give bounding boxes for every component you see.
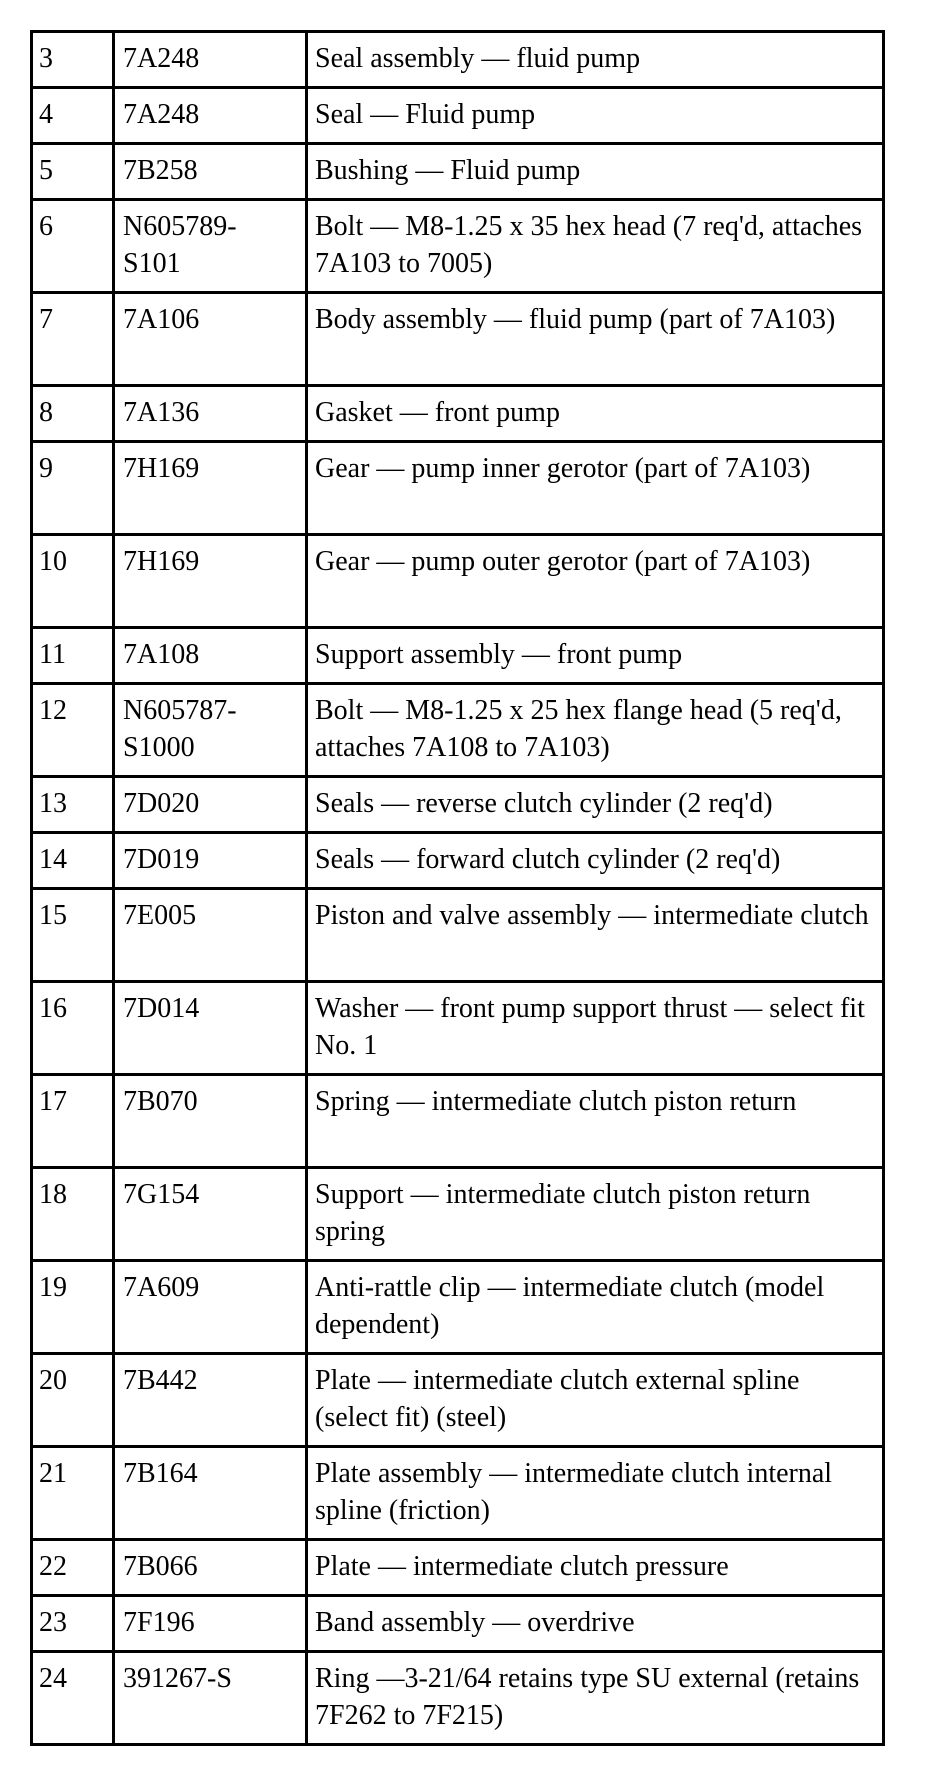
table-row [32,1261,884,1354]
item-number-cell: 10 [32,535,114,628]
description-cell: Band assembly — overdrive [307,1596,884,1652]
item-number-cell: 17 [32,1075,114,1168]
item-number-cell: 20 [32,1354,114,1447]
table-row [32,1652,884,1745]
part-number-cell: 7H169 [114,535,307,628]
description-cell: Support assembly — front pump [307,628,884,684]
item-number-cell: 21 [32,1447,114,1540]
parts-table [30,30,885,1746]
part-number-cell: 7B164 [114,1447,307,1540]
part-number-cell: N605789- S101 [114,200,307,293]
part-number-cell: 7B258 [114,144,307,200]
part-number-cell: 7A609 [114,1261,307,1354]
table-row [32,32,884,88]
part-number-cell: 7A106 [114,293,307,386]
item-number-cell: 6 [32,200,114,293]
table-row [32,88,884,144]
part-number-cell: 7H169 [114,442,307,535]
item-number-cell: 16 [32,982,114,1075]
description-cell: Bushing — Fluid pump [307,144,884,200]
table-row [32,293,884,386]
item-number-cell: 8 [32,386,114,442]
item-number-cell: 24 [32,1652,114,1745]
item-number-cell: 4 [32,88,114,144]
description-cell: Plate — intermediate clutch pressure [307,1540,884,1596]
part-number-cell: 7A136 [114,386,307,442]
description-cell: Seals — reverse clutch cylinder (2 req'd) [307,777,884,833]
table-row [32,628,884,684]
part-number-cell: 7B066 [114,1540,307,1596]
table-row [32,1075,884,1168]
table-row [32,386,884,442]
table-row [32,1447,884,1540]
part-number-cell: 7B442 [114,1354,307,1447]
item-number-cell: 11 [32,628,114,684]
description-cell: Bolt — M8-1.25 x 25 hex flange head (5 req'd, attaches 7A108 to 7A103) [307,684,884,777]
part-number-cell: 7A108 [114,628,307,684]
part-number-cell: N605787- S1000 [114,684,307,777]
part-number-cell: 7D019 [114,833,307,889]
description-cell: Plate — intermediate clutch external spline (select fit) (steel) [307,1354,884,1447]
table-row [32,1168,884,1261]
part-number-cell: 7E005 [114,889,307,982]
parts-table-body [32,32,884,1745]
description-cell: Gear — pump outer gerotor (part of 7A103) [307,535,884,628]
table-row [32,889,884,982]
table-row [32,1596,884,1652]
part-number-cell: 7A248 [114,32,307,88]
item-number-cell: 14 [32,833,114,889]
description-cell: Gasket — front pump [307,386,884,442]
table-row [32,777,884,833]
table-row [32,684,884,777]
table-row [32,1354,884,1447]
description-cell: Seals — forward clutch cylinder (2 req'd) [307,833,884,889]
description-cell: Ring —3-21/64 retains type SU external (retains 7F262 to 7F215) [307,1652,884,1745]
description-cell: Body assembly — fluid pump (part of 7A103) [307,293,884,386]
item-number-cell: 22 [32,1540,114,1596]
description-cell: Spring — intermediate clutch piston return [307,1075,884,1168]
item-number-cell: 18 [32,1168,114,1261]
part-number-cell: 7F196 [114,1596,307,1652]
item-number-cell: 13 [32,777,114,833]
item-number-cell: 7 [32,293,114,386]
part-number-cell: 7G154 [114,1168,307,1261]
description-cell: Anti-rattle clip — intermediate clutch (model dependent) [307,1261,884,1354]
description-cell: Washer — front pump support thrust — select fit No. 1 [307,982,884,1075]
item-number-cell: 12 [32,684,114,777]
part-number-cell: 391267-S [114,1652,307,1745]
part-number-cell: 7D014 [114,982,307,1075]
table-row [32,200,884,293]
description-cell: Plate assembly — intermediate clutch internal spline (friction) [307,1447,884,1540]
table-row [32,144,884,200]
description-cell: Support — intermediate clutch piston return spring [307,1168,884,1261]
part-number-cell: 7B070 [114,1075,307,1168]
table-row [32,535,884,628]
item-number-cell: 19 [32,1261,114,1354]
table-row [32,982,884,1075]
description-cell: Seal assembly — fluid pump [307,32,884,88]
description-cell: Piston and valve assembly — intermediate clutch [307,889,884,982]
part-number-cell: 7D020 [114,777,307,833]
item-number-cell: 9 [32,442,114,535]
table-row [32,833,884,889]
item-number-cell: 15 [32,889,114,982]
table-row [32,1540,884,1596]
description-cell: Bolt — M8-1.25 x 35 hex head (7 req'd, attaches 7A103 to 7005) [307,200,884,293]
part-number-cell: 7A248 [114,88,307,144]
item-number-cell: 3 [32,32,114,88]
table-row [32,442,884,535]
item-number-cell: 23 [32,1596,114,1652]
description-cell: Gear — pump inner gerotor (part of 7A103) [307,442,884,535]
item-number-cell: 5 [32,144,114,200]
description-cell: Seal — Fluid pump [307,88,884,144]
